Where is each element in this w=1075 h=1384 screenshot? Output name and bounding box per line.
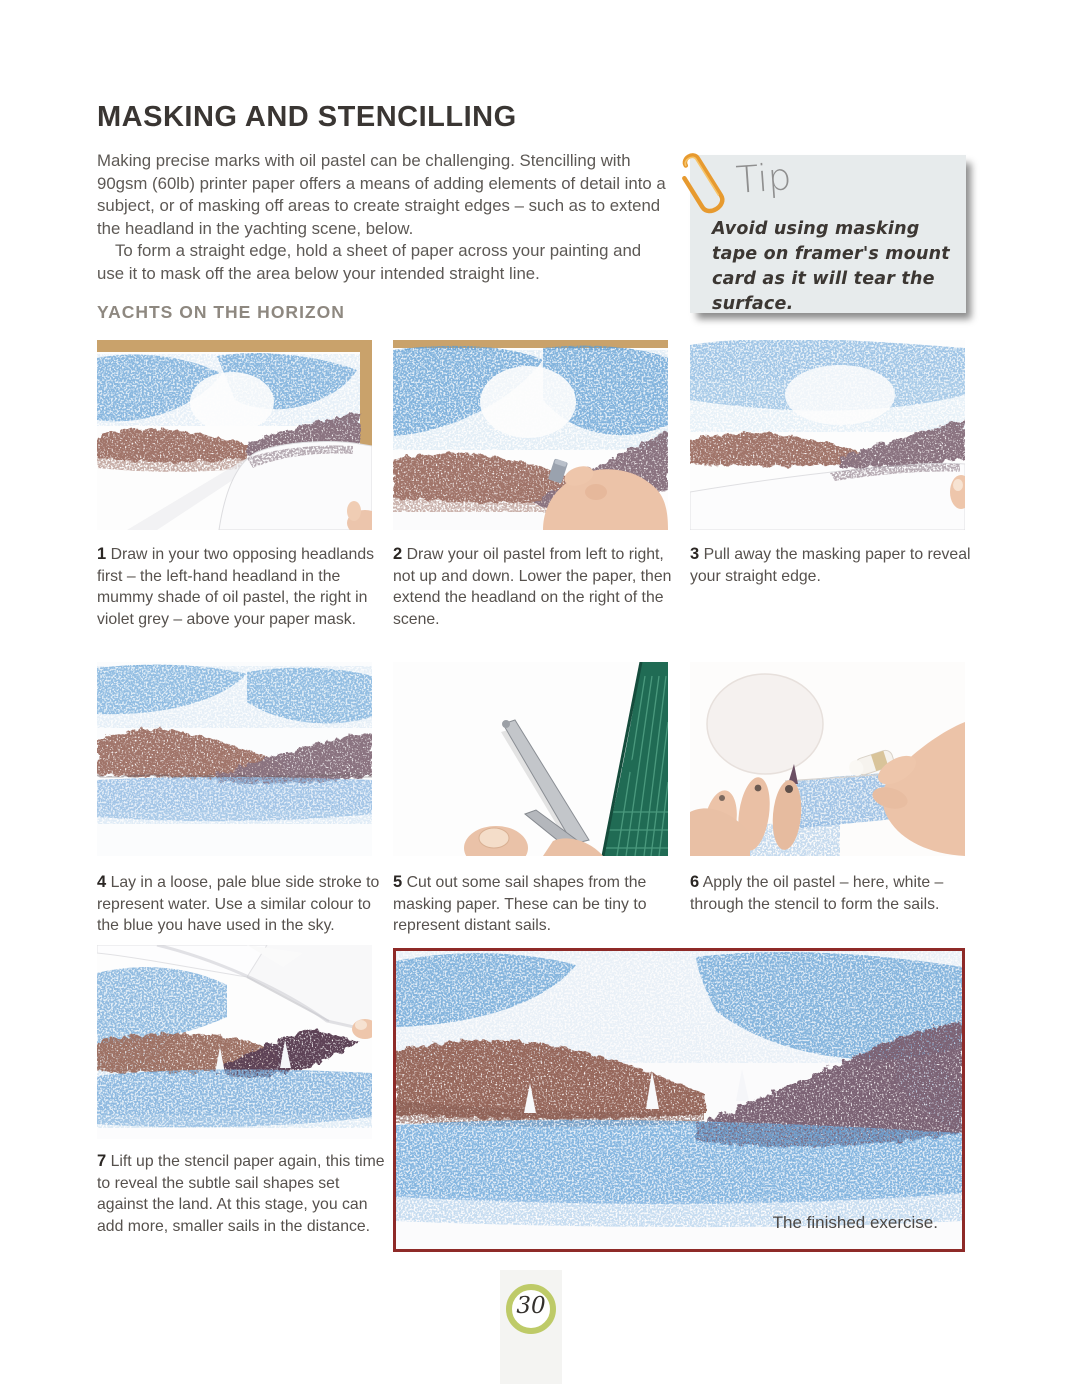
step-number: 7: [97, 1152, 107, 1170]
section-heading: YACHTS ON THE HORIZON: [97, 302, 345, 322]
step-5-caption: [393, 872, 685, 937]
intro-text: [97, 150, 669, 286]
step-2-caption: [393, 544, 685, 630]
step-3-caption: [690, 544, 982, 587]
step-1-caption: [97, 544, 389, 630]
tip-text: Avoid using masking tape on framer's mount card as it will tear the surface.: [712, 219, 950, 314]
step-6-photo: [690, 662, 965, 856]
step-number: 2: [393, 545, 403, 563]
cardboard-backing: [97, 340, 372, 353]
step-text: Draw in your two opposing headlands first – the left-hand headland in the mummy shade of oil pastel, the right in violet grey – above your paper mask.: [97, 546, 375, 628]
page-title: MASKING AND STENCILLING: [97, 101, 517, 133]
step-number: 5: [393, 873, 403, 891]
paperclip-icon: [676, 140, 734, 226]
step-number: 4: [97, 873, 107, 891]
step-text: Lay in a loose, pale blue side stroke to represent water. Use a similar colour to the blue you have used in the sky.: [97, 874, 380, 934]
step-text: Lift up the stencil paper again, this time to reveal the subtle sail shapes set against the land. At this stage, you can add more, smaller sails in the distance.: [97, 1153, 385, 1235]
step-2-photo: [393, 340, 668, 530]
intro-paragraph-2: To form a straight edge, hold a sheet of paper across your painting and use it to mask off the area below your intended straight line.: [97, 241, 642, 283]
finished-painting: [396, 951, 962, 1249]
step-text: Apply the oil pastel – here, white – through the stencil to form the sails.: [690, 874, 944, 913]
tip-label: Tip: [734, 155, 793, 202]
step-1-photo: [97, 340, 372, 530]
step-4-photo: [97, 662, 372, 856]
step-text: Cut out some sail shapes from the masking paper. These can be tiny to represent distant sails.: [393, 874, 647, 934]
step-4-caption: [97, 872, 389, 937]
step-number: 1: [97, 545, 107, 563]
step-number: 6: [690, 873, 700, 891]
step-7-caption: [97, 1151, 389, 1237]
intro-paragraph-1: Making precise marks with oil pastel can be challenging. Stencilling with 90gsm (60lb) printer paper offers a means of adding elements of detail into a subject, or of masking off areas to create straight edges – such as to extend the headland in the yachting scene, below.: [97, 151, 666, 238]
step-5-photo: [393, 662, 668, 856]
step-number: 3: [690, 545, 700, 563]
step-text: Draw your oil pastel from left to right, not up and down. Lower the paper, then extend the headland on the right of the scene.: [393, 546, 672, 628]
step-6-caption: [690, 872, 982, 915]
step-7-photo: [97, 945, 372, 1139]
step-3-photo: [690, 340, 965, 530]
finished-exercise-image: [393, 948, 965, 1252]
page-number: 30: [516, 1293, 546, 1319]
finished-exercise-caption: The finished exercise.: [772, 1213, 938, 1232]
step-text: Pull away the masking paper to reveal your straight edge.: [690, 546, 971, 585]
